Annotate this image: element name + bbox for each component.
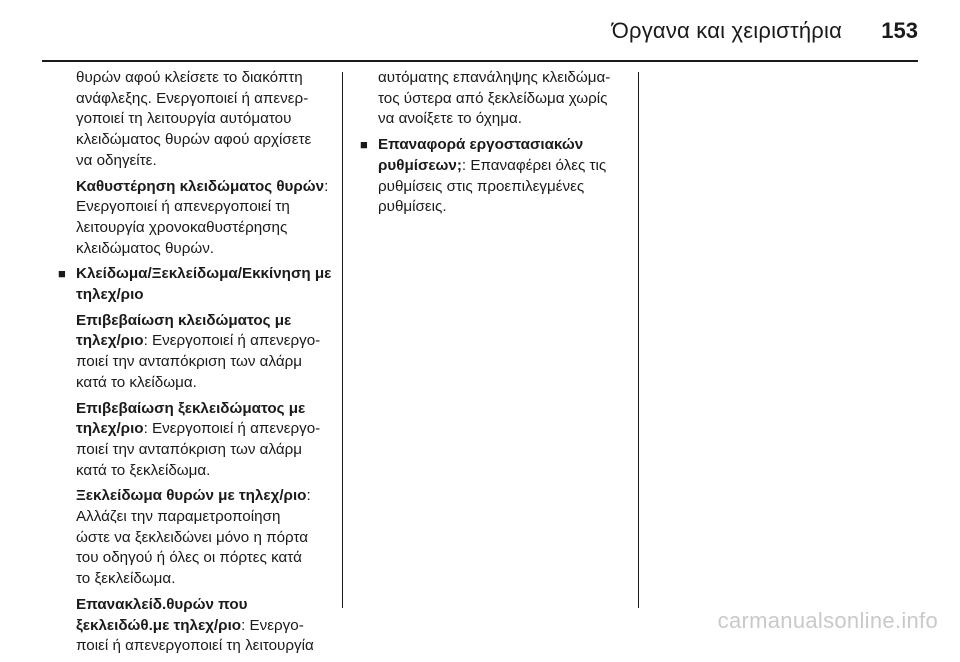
text-line: να ανοίξετε το όχημα. xyxy=(378,110,523,128)
setting-description: : xyxy=(306,487,311,505)
square-bullet-icon: ■ xyxy=(360,137,368,153)
setting-name: Ξεκλείδωμα θυρών με τηλεχ/ριο xyxy=(76,487,307,505)
text-line: κατά το ξεκλείδωμα. xyxy=(76,461,211,479)
setting-description: : xyxy=(324,177,329,195)
paragraph-auto-relock-continued xyxy=(358,68,630,130)
column-divider-left xyxy=(342,72,343,608)
text-line: λειτουργία χρονοκαθυστέρησης xyxy=(76,218,288,236)
setting-name: Επαναφορά εργοστασιακών xyxy=(378,136,584,154)
text-line: του οδηγού ή όλες οι πόρτες κατά xyxy=(76,549,302,567)
header-rule xyxy=(42,60,918,62)
paragraph-delayed-door-lock xyxy=(56,177,338,260)
bullet-factory-reset xyxy=(358,135,630,218)
text-line: ανάφλεξης. Ενεργοποιεί ή απενερ- xyxy=(76,89,309,107)
text-line xyxy=(76,331,338,352)
square-bullet-icon: ■ xyxy=(58,266,66,282)
paragraph-auto-lock xyxy=(56,68,338,172)
middle-column xyxy=(358,68,630,223)
page-number: 153 xyxy=(881,18,918,43)
text-line xyxy=(76,419,338,440)
page-header xyxy=(0,0,960,62)
paragraph-remote-lock-feedback xyxy=(56,311,338,394)
text-line: Αλλάζει την παραμετροποίηση xyxy=(76,508,281,526)
paragraph-relock-remote-unlocked xyxy=(56,595,338,657)
column-divider-right xyxy=(638,72,639,608)
setting-description: : Ενεργο- xyxy=(241,616,304,634)
paragraph-remote-unlock-feedback xyxy=(56,399,338,482)
text-line: ρυθμίσεις. xyxy=(378,198,447,216)
text-line: ποιεί την ανταπόκριση των αλάρμ xyxy=(76,440,302,458)
setting-name: ξεκλειδώθ.με τηλεχ/ριο xyxy=(76,616,242,634)
text-line: το ξεκλείδωμα. xyxy=(76,570,176,588)
setting-name: Επανακλείδ.θυρών που xyxy=(76,595,248,613)
text-line: αυτόματης επανάληψης κλειδώμα- xyxy=(378,69,611,86)
setting-name: τηλεχ/ριο xyxy=(76,420,144,438)
text-line xyxy=(76,177,338,198)
text-line: ρυθμίσεις στις προεπιλεγμένες xyxy=(378,177,585,195)
text-line: θυρών αφού κλείσετε το διακόπτη xyxy=(76,69,303,86)
text-line: ποιεί την ανταπόκριση των αλάρμ xyxy=(76,353,302,371)
text-line: Ενεργοποιεί ή απενεργοποιεί τη xyxy=(76,198,290,216)
left-column xyxy=(56,68,338,662)
watermark-text: carmanualsonline.info xyxy=(717,608,938,633)
bullet-heading: τηλεχ/ριο xyxy=(76,286,144,304)
setting-name: Καθυστέρηση κλειδώματος θυρών xyxy=(76,177,325,195)
setting-description: : Ενεργοποιεί ή απενεργο- xyxy=(143,420,321,438)
text-line: κατά το κλείδωμα. xyxy=(76,373,197,391)
text-line: ώστε να ξεκλειδώνει μόνο η πόρτα xyxy=(76,528,309,546)
bullet-remote-lock-unlock-start xyxy=(56,264,338,305)
setting-description: : Ενεργοποιεί ή απενεργο- xyxy=(143,332,321,350)
page-title: Όργανα και χειριστήρια xyxy=(611,18,842,43)
text-line: να οδηγείτε. xyxy=(76,151,157,169)
text-line: τος ύστερα από ξεκλείδωμα χωρίς xyxy=(378,89,608,107)
text-line: γοποιεί τη λειτουργία αυτόματου xyxy=(76,110,292,128)
setting-name: Επιβεβαίωση κλειδώματος με xyxy=(76,311,292,329)
setting-name: ρυθμίσεων; xyxy=(378,156,462,174)
text-line: ποιεί ή απενεργοποιεί τη λειτουργία xyxy=(76,637,314,655)
text-line: κλειδώματος θυρών αφού αρχίσετε xyxy=(76,131,312,149)
text-line xyxy=(76,486,338,507)
text-line: κλειδώματος θυρών. xyxy=(76,239,215,257)
bullet-heading: Κλείδωμα/Ξεκλείδωμα/Εκκίνηση με xyxy=(76,265,332,283)
paragraph-remote-door-unlock xyxy=(56,486,338,590)
text-line xyxy=(76,616,338,637)
setting-name: τηλεχ/ριο xyxy=(76,332,144,350)
setting-name: Επιβεβαίωση ξεκλειδώματος με xyxy=(76,399,306,417)
text-line xyxy=(378,156,630,177)
setting-description: : Επαναφέρει όλες τις xyxy=(461,156,607,174)
